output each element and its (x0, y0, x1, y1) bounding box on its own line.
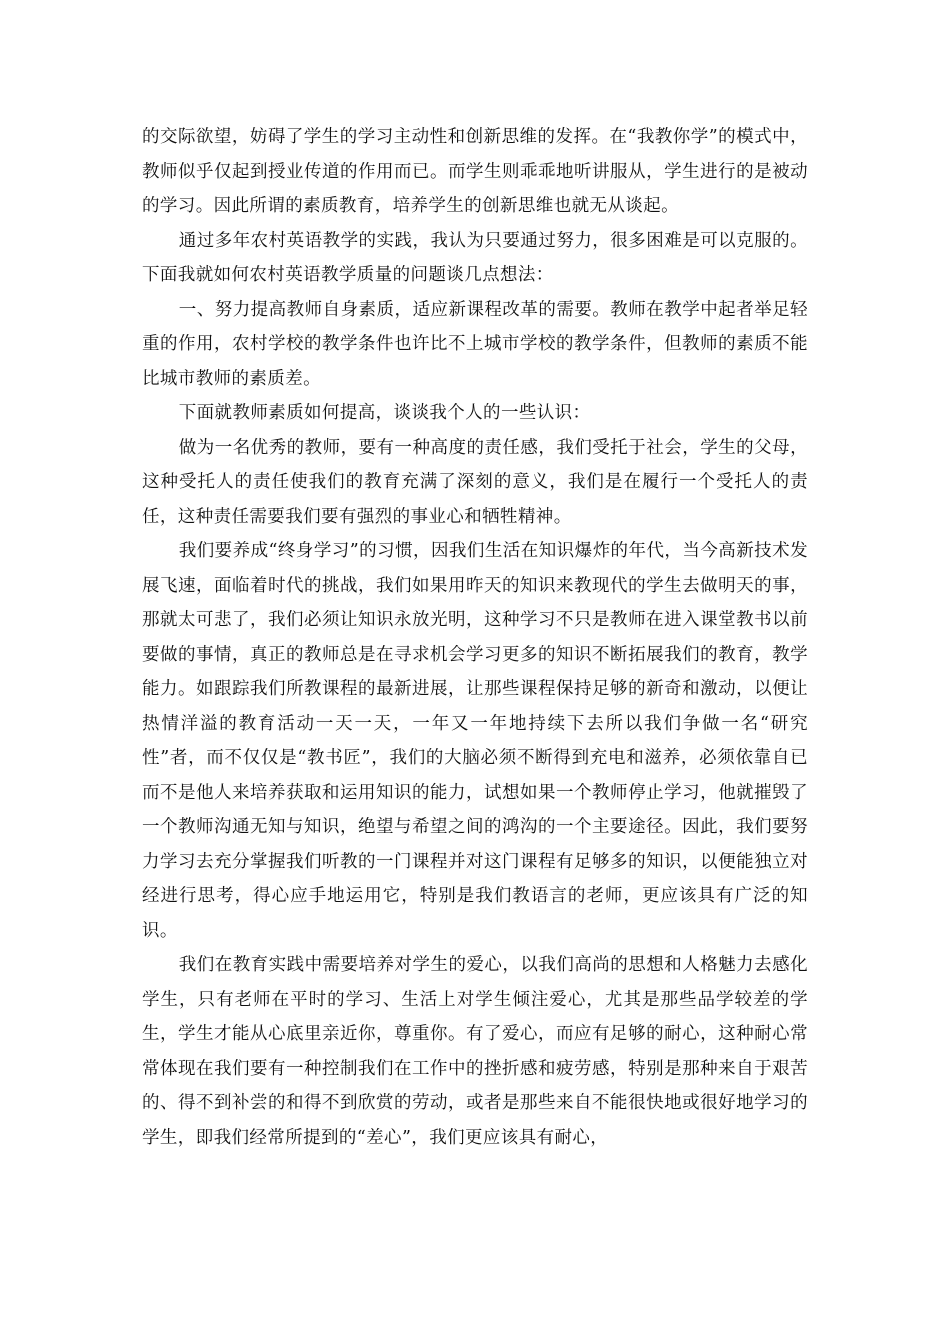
paragraph-3: 一、努力提高教师自身素质，适应新课程改革的需要。教师在教学中起者举足轻重的作用，农村学校的教学条件也许比不上城市学校的教学条件，但教师的素质不能比城市教师的素质差。 (142, 299, 808, 389)
paragraph-5: 做为一名优秀的教师，要有一种高度的责任感，我们受托于社会，学生的父母，这种受托人的责任使我们的教育充满了深刻的意义，我们是在履行一个受托人的责任，这种责任需要我们要有强烈的事业心和牺牲精神。 (142, 437, 808, 527)
document-page (142, 120, 808, 1155)
paragraph-6: 我们要养成“终身学习”的习惯，因我们生活在知识爆炸的年代，当今高新技术发展飞速，面临着时代的挑战，我们如果用昨天的知识来教现代的学生去做明天的事，那就太可悲了，我们必须让知识永放光明，这种学习不只是教师在进入课堂教书以前要做的事情，真正的教师总是在寻求机会学习更多的知识不断拓展我们的教育，教学能力。如跟踪我们所教课程的最新进展，让那些课程保持足够的新奇和激动，以便让热情洋溢的教育活动一天一天，一年又一年地持续下去所以我们争做一名“研究性”者，而不仅仅是“教书匠”，我们的大脑必须不断得到充电和滋养，必须依靠自已而不是他人来培养获取和运用知识的能力，试想如果一个教师停止学习，他就摧毁了一个教师沟通无知与知识，绝望与希望之间的鸿沟的一个主要途径。因此，我们要努力学习去充分掌握我们听教的一门课程并对这门课程有足够多的知识，以便能独立对经进行思考，得心应手地运用它，特别是我们教语言的老师，更应该具有广泛的知识。 (142, 541, 808, 941)
paragraph-1: 的交际欲望，妨碍了学生的学习主动性和创新思维的发挥。在“我教你学”的模式中，教师似乎仅起到授业传道的作用而已。而学生则乖乖地听讲服从，学生进行的是被动的学习。因此所谓的素质教育，培养学生的创新思维也就无从谈起。 (142, 127, 808, 216)
paragraph-4: 下面就教师素质如何提高，谈谈我个人的一些认识： (178, 403, 591, 423)
paragraph-2: 通过多年农村英语教学的实践，我认为只要通过努力，很多困难是可以克服的。下面我就如何农村英语教学质量的问题谈几点想法： (142, 230, 808, 285)
paragraph-7: 我们在教育实践中需要培养对学生的爱心，以我们高尚的思想和人格魅力去感化学生，只有老师在平时的学习、生活上对学生倾注爱心，尤其是那些品学较差的学生，学生才能从心底里亲近你，尊重你。有了爱心，而应有足够的耐心，这种耐心常常体现在我们要有一种控制我们在工作中的挫折感和疲劳感，特别是那种来自于艰苦的、得不到补尝的和得不到欣赏的劳动，或者是那些来自不能很快地或很好地学习的学生，即我们经常所提到的“差心”，我们更应该具有耐心， (142, 955, 808, 1148)
